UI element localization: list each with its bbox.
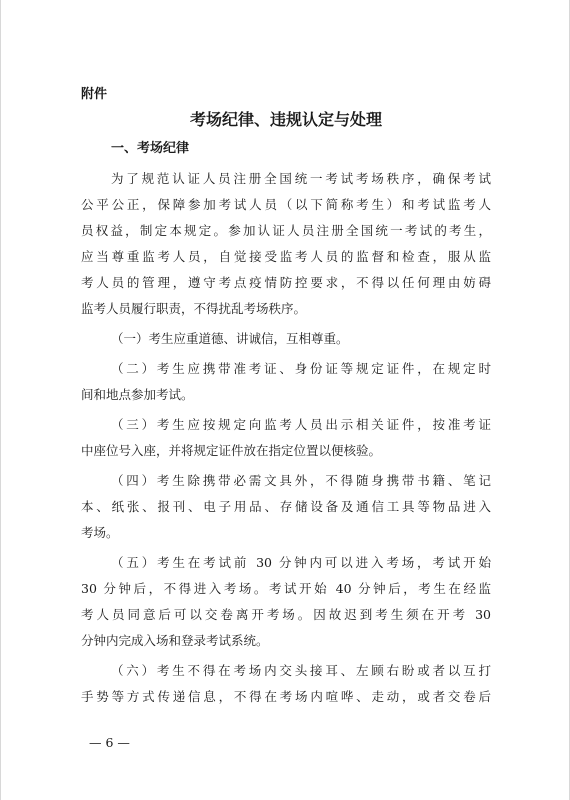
document-title: 考场纪律、违规认定与处理 [189,110,382,129]
paragraph-line: （五）考生在考试前 30 分钟内可以进入考场，考试开始 [111,555,491,570]
paragraph-line: 员权益，制定本规定。参加认证人员注册全国统一考试的考生， [81,223,491,238]
paragraph-line: （一）考生应重道德、讲诚信，互相尊重。 [111,331,349,346]
paragraph-line: （二）考生应携带准考证、身份证等规定证件，在规定时 [111,361,491,376]
paragraph-line: 为了规范认证人员注册全国统一考试考场秩序，确保考试 [111,171,491,186]
paragraph-line: 分钟内完成入场和登录考试系统。 [81,633,269,648]
page-number: — 6 — [89,735,130,750]
paragraph-line: 公平公正，保障参加考试人员（以下简称考生）和考试监考人 [81,197,491,212]
paragraph-line: 考人员同意后可以交卷离开考场。因故迟到考生须在开考 30 [81,607,491,622]
paragraph-line: 考场。 [81,525,119,540]
paragraph-line: （三）考生应按规定向监考人员出示相关证件，按准考证 [111,417,491,432]
paragraph-line: 30 分钟后，不得进入考场。考试开始 40 分钟后，考生在经监 [81,581,491,596]
paragraph-line: 监考人员履行职责，不得扰乱考场秩序。 [81,301,307,316]
paragraph-line: （四）考生除携带必需文具外，不得随身携带书籍、笔记 [111,473,491,488]
paragraph-line: 间和地点参加考试。 [81,387,194,402]
section-heading: 一、考场纪律 [111,141,190,156]
paragraph-line: 手势等方式传递信息，不得在考场内喧哗、走动，或者交卷后 [81,689,491,704]
paragraph-line: （六）考生不得在考场内交头接耳、左顾右盼或者以互打 [111,663,491,678]
paragraph-line: 本、纸张、报刊、电子用品、存储设备及通信工具等物品进入 [81,499,491,514]
paragraph-line: 中座位号入座，并将规定证件放在指定位置以便核验。 [81,443,382,458]
attachment-label: 附件 [81,87,108,102]
paragraph-line: 考人员的管理，遵守考点疫情防控要求，不得以任何理由妨碍 [81,275,491,290]
paragraph-line: 应当尊重监考人员，自觉接受监考人员的监督和检查，服从监 [81,249,491,264]
